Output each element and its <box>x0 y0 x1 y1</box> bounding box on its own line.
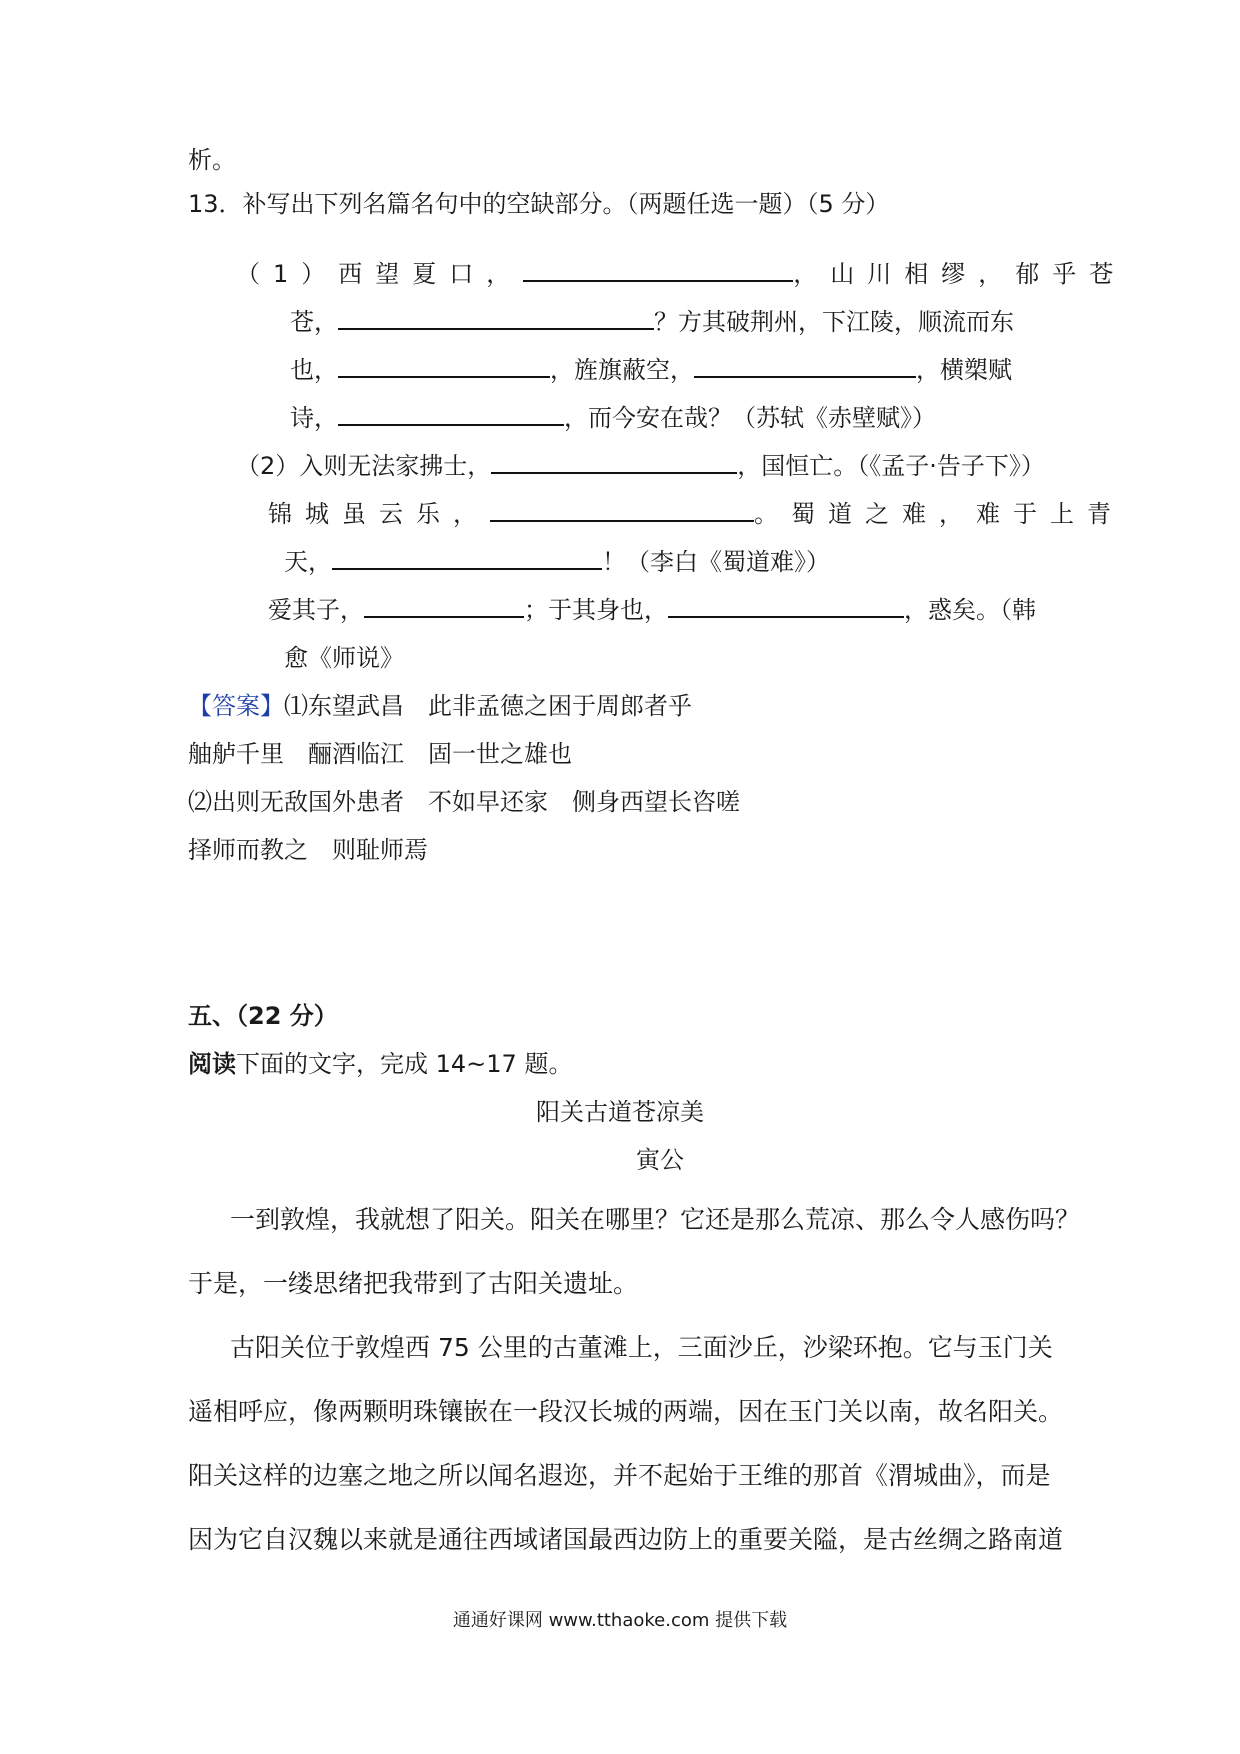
q13-p2-line4: 爱其子， ；于其身也， ，惑矣。（韩 <box>268 596 1036 624</box>
answer-tag: 【答案】 <box>188 692 284 720</box>
answer-line3: ⑵出则无敌国外患者 不如早还家 侧身西望长咨嗟 <box>188 788 740 816</box>
paragraph-line: 古阳关位于敦煌西 75 公里的古董滩上，三面沙丘，沙梁环抱。它与玉门关 <box>230 1333 1053 1362</box>
answer-blank[interactable] <box>338 402 564 426</box>
answer-blank[interactable] <box>364 594 524 618</box>
q13-p2-line2: 锦城虽云乐， 。蜀道之难，难于上青 <box>268 500 1124 528</box>
paragraph-line: 因为它自汉魏以来就是通往西域诸国最西边防上的重要关隘，是古丝绸之路南道 <box>188 1525 1064 1554</box>
q13-p2-line5: 愈《师说》 <box>284 644 404 672</box>
answer-blank[interactable] <box>668 594 904 618</box>
answer-blank[interactable] <box>338 306 654 330</box>
article-author: 寅公 <box>636 1146 684 1174</box>
q13-p1-line4: 诗， ，而今安在哉？（苏轼《赤壁赋》） <box>290 404 936 432</box>
paragraph-line: 阳关这样的边塞之地之所以闻名遐迩，并不起始于王维的那首《渭城曲》，而是 <box>188 1461 1051 1490</box>
answer-blank[interactable] <box>694 354 916 378</box>
answer-blank[interactable] <box>523 258 793 282</box>
answer-blank[interactable] <box>490 498 754 522</box>
answer-line2: 舳舻千里 酾酒临江 固一世之雄也 <box>188 740 572 768</box>
section-heading: 五、（22 分） <box>188 1002 338 1030</box>
section-instruction: 阅读下面的文字，完成 14~17 题。 <box>188 1050 573 1078</box>
q13-p1-line1: （1）西望夏口， ，山川相缪，郁乎苍 <box>236 260 1127 288</box>
q13-p1-line3: 也， ，旌旗蔽空， ，横槊赋 <box>290 356 1012 384</box>
q13-p1-line2: 苍， ？方其破荆州，下江陵，顺流而东 <box>290 308 1014 336</box>
page-footer: 通通好课网 www.tthaoke.com 提供下载 <box>452 1610 788 1631</box>
q13-stem: 13．补写出下列名篇名句中的空缺部分。（两题任选一题）（5 分） <box>188 190 890 218</box>
answer-blank[interactable] <box>332 546 602 570</box>
answer-line1: 【答案】⑴东望武昌 此非孟德之困于周郎者乎 <box>188 692 692 720</box>
paragraph-line: 遥相呼应，像两颗明珠镶嵌在一段汉长城的两端，因在玉门关以南，故名阳关。 <box>188 1397 1064 1426</box>
answer-blank[interactable] <box>338 354 550 378</box>
q13-p2-line3: 天， ！（李白《蜀道难》） <box>284 548 830 576</box>
answer-line4: 择师而教之 则耻师焉 <box>188 836 428 864</box>
paragraph-line: 一到敦煌，我就想了阳关。阳关在哪里？它还是那么荒凉、那么令人感伤吗？ <box>230 1205 1081 1234</box>
paragraph-line: 于是，一缕思绪把我带到了古阳关遗址。 <box>188 1269 639 1298</box>
article-title: 阳关古道苍凉美 <box>536 1098 704 1126</box>
q13-p2-line1: （2）入则无法家拂士， ，国恒亡。（《孟子·告子下》） <box>236 452 1045 480</box>
answer-blank[interactable] <box>491 450 737 474</box>
q12-tail: 析。 <box>188 146 236 174</box>
